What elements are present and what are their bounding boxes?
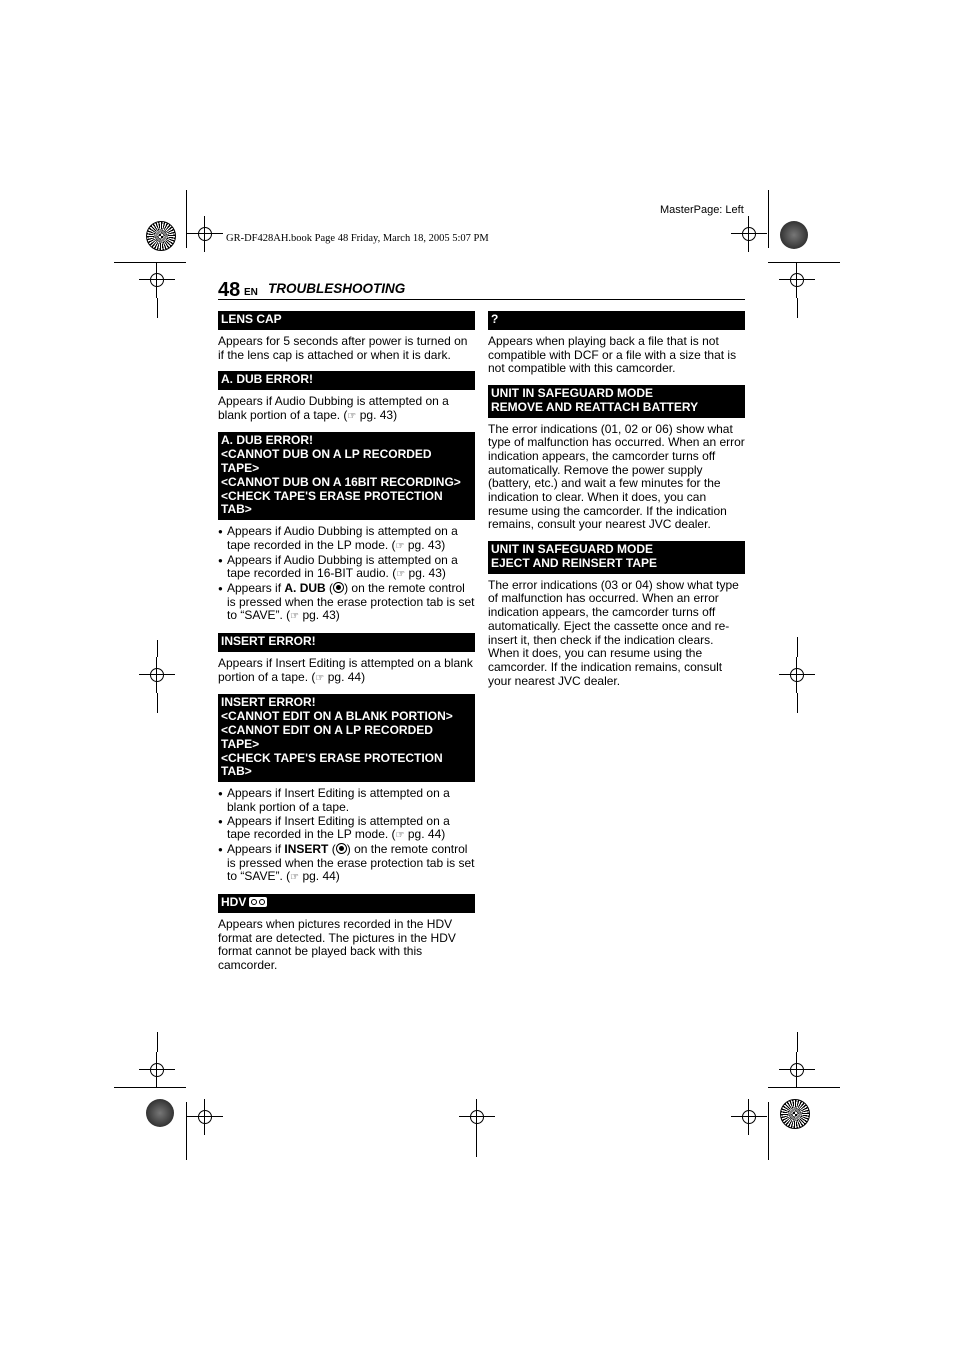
heading-hdv: HDV [218, 894, 475, 913]
heading-insert-error-detailed: INSERT ERROR! <CANNOT EDIT ON A BLANK PORTION> <CANNOT EDIT ON A LP RECORDED TAPE> <CHECK TAPE'S ERASE PROTECTION TAB> [218, 694, 475, 782]
remote-button-icon [333, 582, 344, 593]
pointer-icon: ☞ [290, 611, 300, 623]
list-item: ● Appears if Audio Dubbing is attempted on a tape recorded in the LP mode. (☞ pg. 43) [218, 525, 475, 553]
crop-line [157, 1032, 158, 1052]
pointer-icon: ☞ [395, 540, 405, 552]
registration-mark-icon [459, 1099, 495, 1135]
language-label: EN [244, 287, 258, 298]
crop-line [476, 1135, 477, 1157]
right-column [488, 311, 745, 697]
registration-mark-icon [779, 262, 815, 298]
heading-safeguard-tape: UNIT IN SAFEGUARD MODE EJECT AND REINSERT TAPE [488, 541, 745, 574]
page-header [218, 281, 745, 300]
crop-line [797, 693, 798, 713]
list-item: ● Appears if Audio Dubbing is attempted on a tape recorded in 16-BIT audio. (☞ pg. 43) [218, 554, 475, 582]
question-text: Appears when playing back a file that is not compatible with DCF or a file with a size that is not compatible with this camcorder. [488, 333, 737, 376]
registration-mark-icon [187, 216, 223, 252]
crop-line [768, 1102, 769, 1160]
hdv-text: Appears when pictures recorded in the HDV format are detected. The pictures in the HDV format cannot be played back with this camcorder. [218, 916, 456, 972]
registration-mark-icon [139, 1052, 175, 1088]
heading-dub-error-detailed: A. DUB ERROR! <CANNOT DUB ON A LP RECORDED TAPE> <CANNOT DUB ON A 16BIT RECORDING> <CHECK TAPE'S ERASE PROTECTION TAB> [218, 432, 475, 520]
registration-mark-icon [779, 657, 815, 693]
registration-mark-icon [731, 216, 767, 252]
crop-line [157, 640, 158, 657]
registration-mark-icon [779, 1052, 815, 1088]
heading-safeguard-battery: UNIT IN SAFEGUARD MODE REMOVE AND REATTACH BATTERY [488, 385, 745, 418]
masterpage-label: MasterPage: Left [660, 204, 744, 216]
starburst-target-icon [146, 221, 176, 251]
list-item: ● Appears if INSERT ( ) on the remote control is pressed when the erase protection tab is set to “SAVE”. (☞ pg. 44) [218, 843, 475, 885]
list-item: ● Appears if A. DUB ( ) on the remote control is pressed when the erase protection tab is set to “SAVE”. (☞ pg. 43) [218, 582, 475, 624]
density-target-icon [146, 1099, 174, 1127]
page-number: 48 [218, 279, 241, 301]
registration-mark-icon [731, 1099, 767, 1135]
crop-line [797, 298, 798, 318]
dub-error-bullets [218, 525, 475, 624]
crop-line [797, 637, 798, 657]
registration-mark-icon [187, 1099, 223, 1135]
remote-button-icon [336, 843, 347, 854]
heading-lens-cap: LENS CAP [218, 311, 475, 330]
pointer-icon: ☞ [396, 569, 406, 581]
crop-line [157, 693, 158, 713]
registration-mark-icon [139, 657, 175, 693]
left-column [218, 311, 475, 982]
insert-error-text: Appears if Insert Editing is attempted on a blank portion of a tape. (☞ pg. 44) [218, 655, 473, 684]
registration-mark-icon [139, 262, 175, 298]
list-item: ● Appears if Insert Editing is attempted on a blank portion of a tape. [218, 787, 475, 814]
insert-error-bullets [218, 787, 475, 885]
safeguard-tape-text: The error indications (03 or 04) show what type of malfunction has occurred. When an error indication appears, the camcorder turns off automatically. Eject the cassette once and re-insert it, then check if the indication clears. When it does, you can resume using the camcorder. If the indication remains, consult your nearest JVC dealer. [488, 577, 739, 688]
dub-error-text: Appears if Audio Dubbing is attempted on a blank portion of a tape. (☞ pg. 43) [218, 394, 449, 422]
section-title: TROUBLESHOOTING [268, 281, 406, 296]
heading-question: ? [488, 311, 745, 330]
starburst-target-icon [780, 1099, 810, 1129]
heading-dub-error: A. DUB ERROR! [218, 371, 475, 390]
pointer-icon: ☞ [395, 830, 405, 842]
crop-line [797, 1032, 798, 1052]
pointer-icon: ☞ [290, 872, 300, 884]
tape-icon [249, 897, 267, 907]
crop-line [768, 190, 769, 248]
crop-line [157, 298, 158, 318]
safeguard-battery-text: The error indications (01, 02 or 06) show what type of malfunction has occurred. When an error indication appears, the camcorder turns off automatically. Remove the power supply (battery, etc.) and wait a few minutes for the indication to clear. When it does, you can resume using the camcorder. If the indication remains, consult your nearest JVC dealer. [488, 421, 745, 532]
lens-cap-text: Appears for 5 seconds after power is turned on if the lens cap is attached or when it is dark. [218, 333, 468, 362]
pointer-icon: ☞ [315, 672, 325, 684]
book-info: GR-DF428AH.book Page 48 Friday, March 18, 2005 5:07 PM [226, 233, 489, 244]
density-target-icon [780, 221, 808, 249]
heading-insert-error: INSERT ERROR! [218, 633, 475, 652]
pointer-icon: ☞ [347, 410, 357, 422]
list-item: ● Appears if Insert Editing is attempted on a tape recorded in the LP mode. (☞ pg. 44) [218, 815, 475, 843]
